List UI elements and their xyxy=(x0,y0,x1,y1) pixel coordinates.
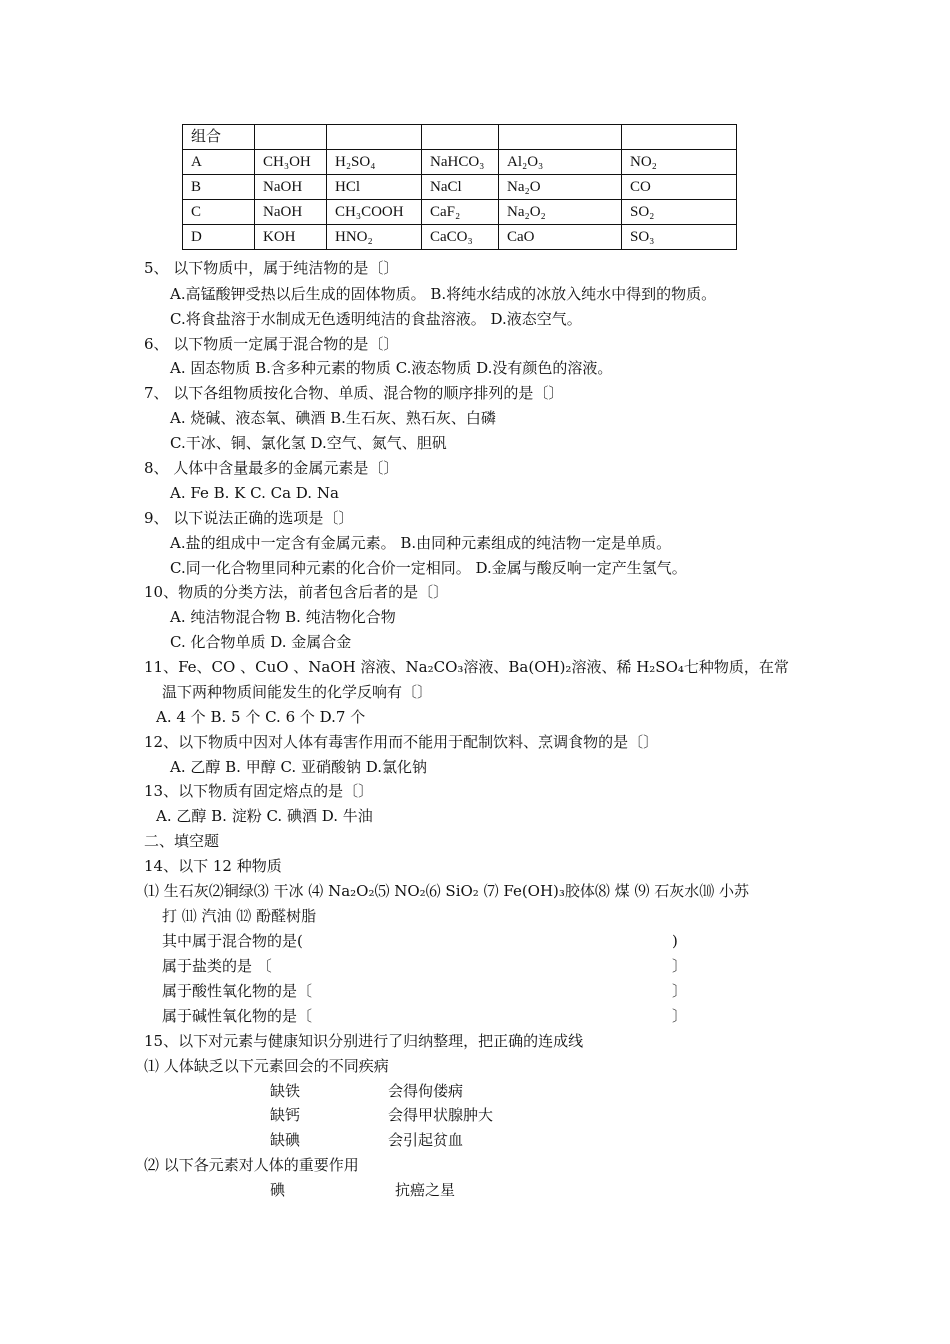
blank-acidic-oxides-label: 属于酸性氧化物的是〔 xyxy=(162,982,313,1000)
question-14-stem: 14、以下 12 种物质 xyxy=(144,857,282,875)
section-heading-fill-in: 二、填空题 xyxy=(144,832,220,850)
cell: H₂SO₄ xyxy=(327,150,422,175)
table-row xyxy=(183,175,737,200)
match-left-calcium: 缺钙 xyxy=(270,1106,301,1124)
cell: HNO₂ xyxy=(327,225,422,250)
cell: NaHCO₃ xyxy=(422,150,499,175)
match-right-goiter: 会得甲状腺肿大 xyxy=(388,1106,494,1124)
table-row xyxy=(183,225,737,250)
question-11-options: A. 4 个 B. 5 个 C. 6 个 D.7 个 xyxy=(156,708,366,726)
cell: HCl xyxy=(327,175,422,200)
compound-table xyxy=(182,124,737,250)
cell: NaCl xyxy=(422,175,499,200)
cell: NaOH xyxy=(255,200,327,225)
blank-mixtures-label: 其中属于混合物的是( xyxy=(162,932,303,950)
match-left-iodine: 缺碘 xyxy=(270,1131,301,1149)
match-right-rickets: 会得佝偻病 xyxy=(388,1082,464,1100)
blank-salts-close: 〕 xyxy=(672,957,688,975)
question-6-stem: 6、 以下物质一定属于混合物的是〔〕 xyxy=(144,335,399,353)
question-11-stem: 11、Fe、CO 、CuO 、NaOH 溶液、Na₂CO₃溶液、Ba(OH)₂溶液、稀 H₂SO₄七种物质，在常 xyxy=(144,658,789,676)
question-10-options-ab: A. 纯洁物混合物 B. 纯洁物化合物 xyxy=(170,608,396,626)
row-label: C xyxy=(183,200,255,225)
cell: Al₂O₃ xyxy=(499,150,622,175)
cell: Na₂O₂ xyxy=(499,200,622,225)
question-5-stem: 5、 以下物质中，属于纯洁物的是〔〕 xyxy=(144,259,399,277)
cell: SO₂ xyxy=(622,200,737,225)
question-15-part-2: ⑵ 以下各元素对人体的重要作用 xyxy=(144,1156,359,1174)
question-9-options-cd: C.同一化合物里同种元素的化合价一定相同。 D.金属与酸反响一定产生氢气。 xyxy=(170,559,687,577)
question-12-options: A. 乙醇 B. 甲醇 C. 亚硝酸钠 D.氯化钠 xyxy=(170,758,427,776)
question-7-options-cd: C.干冰、铜、氯化氢 D.空气、氮气、胆矾 xyxy=(170,434,447,452)
match2-left-iodine: 碘 xyxy=(270,1181,286,1199)
cell: NaOH xyxy=(255,175,327,200)
cell: CH₃OH xyxy=(255,150,327,175)
question-9-options-ab: A.盐的组成中一定含有金属元素。 B.由同种元素组成的纯洁物一定是单质。 xyxy=(170,534,672,552)
question-14-items-cont: 打 ⑾ 汽油 ⑿ 酚醛树脂 xyxy=(162,907,317,925)
table-row xyxy=(183,200,737,225)
cell: CH₃COOH xyxy=(327,200,422,225)
blank-basic-oxides-close: 〕 xyxy=(672,1007,688,1025)
cell: CaO xyxy=(499,225,622,250)
cell: CaF₂ xyxy=(422,200,499,225)
question-5-options-cd: C.将食盐溶于水制成无色透明纯洁的食盐溶液。 D.液态空气。 xyxy=(170,310,582,328)
blank-mixtures-close: ) xyxy=(672,932,678,950)
blank-basic-oxides-label: 属于碱性氧化物的是〔 xyxy=(162,1007,313,1025)
question-8-stem: 8、 人体中含量最多的金属元素是〔〕 xyxy=(144,459,399,477)
question-6-options: A. 固态物质 B.含多种元素的物质 C.液态物质 D.没有颜色的溶液。 xyxy=(170,359,613,377)
row-label: D xyxy=(183,225,255,250)
match-right-anemia: 会引起贫血 xyxy=(388,1131,464,1149)
question-12-stem: 12、以下物质中因对人体有毒害作用而不能用于配制饮料、烹调食物的是〔〕 xyxy=(144,733,659,751)
question-9-stem: 9、 以下说法正确的选项是〔〕 xyxy=(144,509,354,527)
question-15-stem: 15、以下对元素与健康知识分别进行了归纳整理，把正确的连成线 xyxy=(144,1032,584,1050)
question-14-items: ⑴ 生石灰⑵铜绿⑶ 干冰 ⑷ Na₂O₂⑸ NO₂⑹ SiO₂ ⑺ Fe(OH)₃胶体⑻ 煤 ⑼ 石灰水⑽ 小苏 xyxy=(144,882,749,900)
question-15-part-1: ⑴ 人体缺乏以下元素回会的不同疾病 xyxy=(144,1057,389,1075)
question-11-stem-cont: 温下两种物质间能发生的化学反响有〔〕 xyxy=(162,683,433,701)
cell: Na₂O xyxy=(499,175,622,200)
question-8-options: A. Fe B. K C. Ca D. Na xyxy=(170,484,339,502)
question-10-stem: 10、物质的分类方法，前者包含后者的是〔〕 xyxy=(144,583,449,601)
question-7-stem: 7、 以下各组物质按化合物、单质、混合物的顺序排列的是〔〕 xyxy=(144,384,564,402)
match-left-iron: 缺铁 xyxy=(270,1082,301,1100)
cell: NO₂ xyxy=(622,150,737,175)
table-row xyxy=(183,150,737,175)
row-label: A xyxy=(183,150,255,175)
table-header-cell: 组合 xyxy=(183,125,255,150)
table-header-row xyxy=(183,125,737,150)
row-label: B xyxy=(183,175,255,200)
match2-right-anticancer: 抗癌之星 xyxy=(395,1181,456,1199)
cell: KOH xyxy=(255,225,327,250)
blank-acidic-oxides-close: 〕 xyxy=(672,982,688,1000)
cell: CO xyxy=(622,175,737,200)
blank-salts-label: 属于盐类的是 〔 xyxy=(162,957,272,975)
cell: SO₃ xyxy=(622,225,737,250)
question-5-options-ab: A.高锰酸钾受热以后生成的固体物质。 B.将纯水结成的冰放入纯水中得到的物质。 xyxy=(170,285,717,303)
question-13-options: A. 乙醇 B. 淀粉 C. 碘酒 D. 牛油 xyxy=(156,807,373,825)
cell: CaCO₃ xyxy=(422,225,499,250)
question-13-stem: 13、以下物质有固定熔点的是〔〕 xyxy=(144,782,374,800)
question-7-options-ab: A. 烧碱、液态氧、碘酒 B.生石灰、熟石灰、白磷 xyxy=(170,409,496,427)
question-10-options-cd: C. 化合物单质 D. 金属合金 xyxy=(170,633,352,651)
